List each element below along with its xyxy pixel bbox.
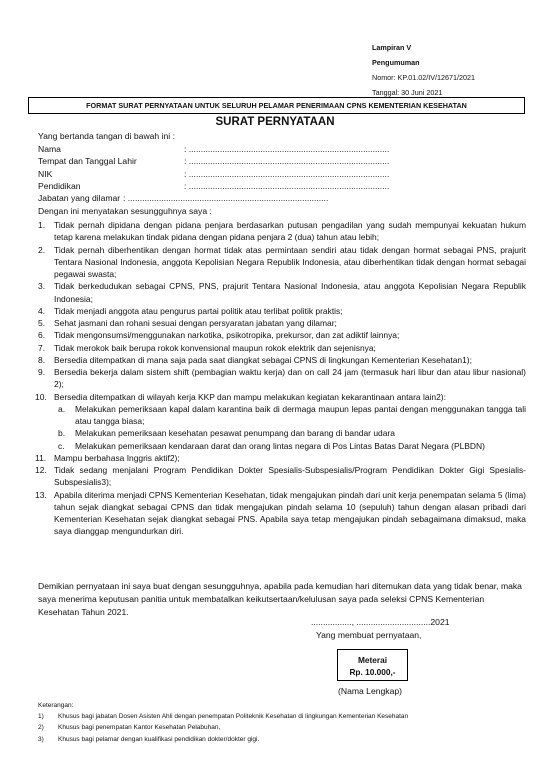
attachment-info (372, 40, 475, 100)
item-text: Tidak berkedudukan sebagai CPNS, PNS, prajurit Tentara Nasional Indonesia, atau anggota Kepolisian Negara Republik Indonesia; (54, 281, 526, 304)
footnote-item: 2) Khusus bagi penempatan Kantor Kesehatan Pelabuhan, (38, 724, 221, 732)
document-title: SURAT PERNYATAAN (215, 116, 335, 128)
field-label: Tempat dan Tanggal Lahir (38, 156, 137, 167)
sub-list (54, 403, 526, 452)
item-text: Mampu berbahasa Inggris aktif2); (54, 452, 180, 463)
footnotes (38, 700, 408, 745)
stamp-amount: Rp. 10.000,- (349, 667, 396, 677)
list-item: 2. Tidak pernah diberhentikan dengan hormat tidak atas permintaan sendiri atau tidak dengan hormat sebagai PNS, prajurit Tentara Nasional Indonesia, anggota Kepolisian Negara Republik Indonesia, atau diberhentikan tidak dengan hormat sebagai pegawai swasta; (38, 244, 526, 279)
list-item: 10. Bersedia ditempatkan di wilayah kerja KKP dan mampu melakukan kegiatan kekarantinaan antara lain2): a. Melakukan pemeriksaan kapal dalam karantina baik di dermaga maupun lepas pantai dengan menggunakan tangga tali atau tangga biasa; b. Melakukan pemeriksaan kesehatan pesawat penumpang dan barang di bandar udara c. Melakukan pemeriksaan kendaraan darat dan orang lintas negara di Pos Lintas Batas Darat Negara (PLBDN) (35, 391, 526, 451)
closing-paragraph: Demikian pernyataan ini saya buat dengan sesungguhnya, apabila pada kemudian hari ditemukan data yang tidak benar, maka saya menerima keputusan panitia untuk membatalkan keikutsertaan/kelulusan saya pada seleksi CPNS Kementerian Kesehatan Tahun 2021. (38, 581, 522, 617)
footnotes-title: Keterangan: (38, 702, 74, 709)
sub-list-item: a. Melakukan pemeriksaan kapal dalam karantina baik di dermaga maupun lepas pantai dengan menggunakan tangga tali atau tangga biasa; (58, 403, 526, 426)
sub-item-text: Melakukan pemeriksaan kesehatan pesawat penumpang dan barang di bandar udara (75, 428, 395, 439)
full-name-placeholder: (Nama Lengkap) (338, 686, 403, 696)
item-text: Bersedia bekerja dalam sistem shift (pembagian waktu kerja) dan on call 24 jam (termasuk hari libur dan atau libur nasional) 2); (54, 367, 526, 390)
item-text: Tidak menjadi anggota atau pengurus partai politik atau terlibat politik praktis; (54, 305, 343, 316)
field-value: : .................................................................................... (184, 144, 390, 154)
item-text: Apabila diterima menjadi CPNS Kementerian Kesehatan, tidak mengajukan pindah dari unit kerja penempatan selama 5 (lima) tahun sejak diangkat sebagai CPNS dan tidak mengajukan pindah selama 10 (sepuluh) tahun dengan alasan pribadi dari Kementerian Kesehatan sejak diangkat sebagai PNS. Apabila saya tetap mengajukan pindah sebagaimana dimaksud, maka saya dianggap mengundurkan diri. (54, 489, 526, 537)
field-label: Nama (38, 144, 61, 154)
list-item: 7. Tidak merokok baik berupa rokok konvensional maupun rokok elektrik dan sejenisnya; (38, 342, 376, 353)
attachment-sub: Pengumuman (372, 58, 420, 67)
item-text: Tidak mengonsumsi/menggunakan narkotika, psikotropika, prekursor, dan zat adiktif lainnya; (54, 330, 400, 341)
item-text: Tidak pernah diberhentikan dengan hormat tidak atas permintaan sendiri atau tidak dengan hormat sebagai PNS, prajurit Tentara Nasional Indonesia, anggota Kepolisian Negara Republik Indonesia, atau diberhentikan tidak dengan hormat sebagai pegawai swasta; (54, 244, 526, 279)
stamp-box (337, 649, 408, 681)
declaration-intro: Dengan ini menyatakan sesungguhnya saya : (38, 206, 212, 216)
list-item: 8. Bersedia ditempatkan di mana saja pada saat diangkat sebagai CPNS di lingkungan Kementerian Kesehatan1); (38, 354, 472, 365)
item-text: Bersedia ditempatkan di mana saja pada saat diangkat sebagai CPNS di lingkungan Kementerian Kesehatan1); (54, 354, 472, 365)
sub-list-item: b. Melakukan pemeriksaan kesehatan pesawat penumpang dan barang di bandar udara (58, 428, 395, 439)
field-label: NIK (38, 168, 53, 179)
field-value: : .................................................................................... (184, 180, 390, 191)
declaration-list (35, 219, 526, 538)
list-item: 6. Tidak mengonsumsi/menggunakan narkotika, psikotropika, prekursor, dan zat adiktif lainnya; (38, 330, 400, 341)
list-item: 11. Mampu berbahasa Inggris aktif2); (35, 452, 180, 463)
list-item: 13. Apabila diterima menjadi CPNS Kementerian Kesehatan, tidak mengajukan pindah dari unit kerja penempatan selama 5 (lima) tahun sejak diangkat sebagai CPNS dan tidak mengajukan pindah selama 10 (sepuluh) tahun dengan alasan pribadi dari Kementerian Kesehatan sejak diangkat sebagai PNS. Apabila saya tetap mengajukan pindah sebagaimana dimaksud, maka saya dianggap mengundurkan diri. (35, 489, 526, 537)
sub-list-item: c. Melakukan pemeriksaan kendaraan darat dan orang lintas negara di Pos Lintas Batas Darat Negara (PLBDN) (58, 440, 485, 451)
item-text: Sehat jasmani dan rohani sesuai dengan persyaratan jabatan yang dilamar; (54, 318, 337, 328)
intro-text: Yang bertanda tangan di bawah ini : (38, 131, 175, 141)
sub-item-text: Melakukan pemeriksaan kendaraan darat dan orang lintas negara di Pos Lintas Batas Darat Negara (PLBDN) (75, 440, 485, 451)
sub-item-text: Melakukan pemeriksaan kapal dalam karantina baik di dermaga maupun lepas pantai dengan menggunakan tangga tali atau tangga biasa; (75, 403, 526, 426)
field-value: : .................................................................................... (123, 193, 329, 204)
signer-label: Yang membuat pernyataan, (316, 630, 422, 640)
list-item: 4. Tidak menjadi anggota atau pengurus partai politik atau terlibat politik praktis; (38, 305, 343, 316)
list-item: 5. Sehat jasmani dan rohani sesuai dengan persyaratan jabatan yang dilamar; (38, 318, 337, 328)
item-text: Tidak pernah dipidana dengan pidana penjara berdasarkan putusan pengadilan yang sudah mempunyai kekuatan hukum tetap karena melakukan tindak pidana dengan pidana penjara 2 (dua) tahun atau lebih; (54, 220, 526, 243)
list-item: 3. Tidak berkedudukan sebagai CPNS, PNS, prajurit Tentara Nasional Indonesia, atau anggota Kepolisian Negara Republik Indonesia; (38, 281, 526, 304)
field-label: Pendidikan (38, 180, 81, 191)
item-text: Tidak sedang menjalani Program Pendidikan Dokter Spesialis-Subspesialis/Program Pendidikan Dokter Gigi Spesialis-Subspesialis3); (54, 465, 526, 488)
attachment-number: Nomor: KP.01.02/IV/12671/2021 (372, 73, 475, 82)
item-text: Bersedia ditempatkan di wilayah kerja KKP dan mampu melakukan kegiatan kekarantinaan antara lain2): (54, 391, 446, 402)
stamp-label: Meterai (357, 655, 388, 665)
list-item: 12. Tidak sedang menjalani Program Pendidikan Dokter Spesialis-Subspesialis/Program Pendidikan Dokter Gigi Spesialis-Subspesialis3); (35, 465, 526, 488)
attachment-date: Tanggal: 30 Juni 2021 (372, 88, 443, 97)
list-item: 9. Bersedia bekerja dalam sistem shift (pembagian waktu kerja) dan on call 24 jam (termasuk hari libur dan atau libur nasional) 2); (38, 367, 526, 390)
format-header: FORMAT SURAT PERNYATAAN UNTUK SELURUH PELAMAR PENERIMAAN CPNS KEMENTERIAN KESEHATAN (28, 97, 525, 114)
list-item: 1. Tidak pernah dipidana dengan pidana penjara berdasarkan putusan pengadilan yang sudah mempunyai kekuatan hukum tetap karena melakukan tindak pidana dengan pidana penjara 2 (dua) tahun atau lebih; (38, 220, 526, 243)
footnote-item: 1) Khusus bagi jabatan Dosen Asisten Ahli dengan penempatan Politeknik Kesehatan di lingkungan Kementerian Kesehatan (38, 713, 409, 721)
attachment-label: Lampiran V (372, 43, 412, 52)
date-line: ................., ...............................2021 (311, 617, 450, 627)
item-text: Tidak merokok baik berupa rokok konvensional maupun rokok elektrik dan sejenisnya; (54, 342, 376, 353)
footnote-item: 3) Khusus bagi pelamar dengan kualifikasi pendidikan dokter/dokter gigi. (38, 735, 260, 743)
field-value: : .................................................................................... (184, 156, 390, 167)
field-label: Jabatan yang dilamar (38, 193, 121, 204)
field-value: : .................................................................................... (184, 168, 390, 179)
